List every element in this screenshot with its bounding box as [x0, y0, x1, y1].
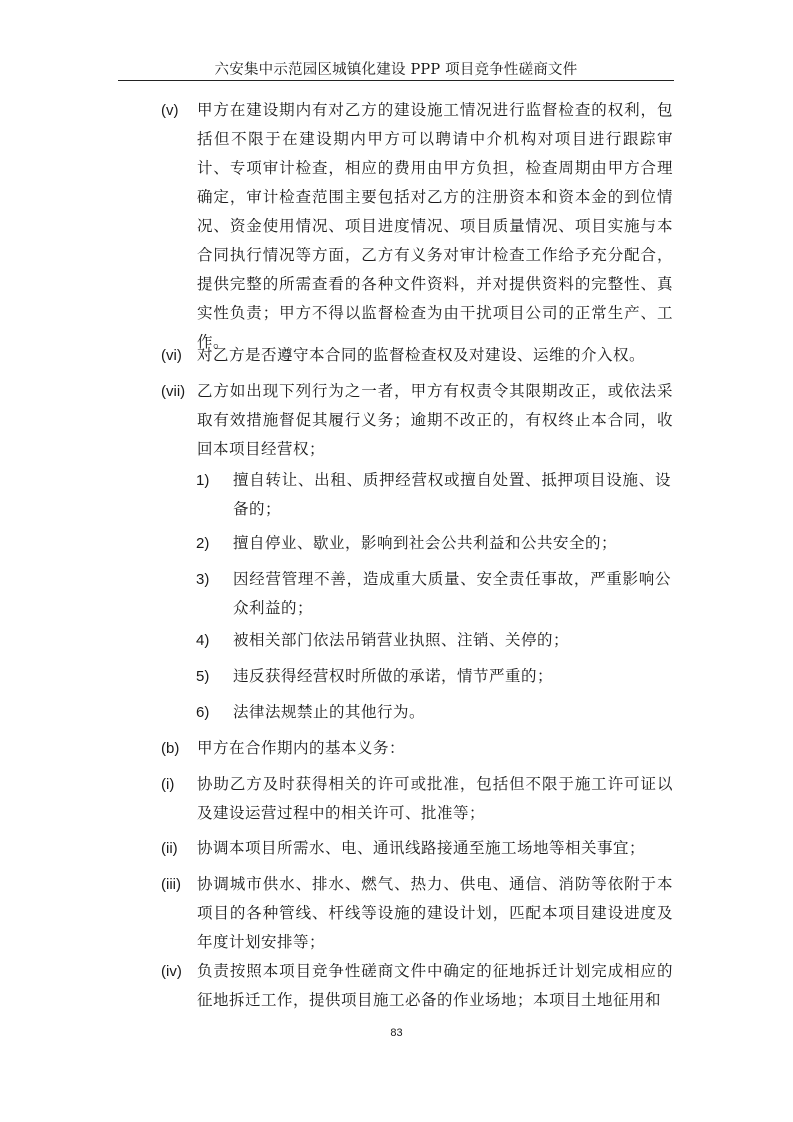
page-header-title: 六安集中示范园区城镇化建设 PPP 项目竞争性磋商文件 — [214, 62, 578, 78]
clause-text: 协调本项目所需水、电、通讯线路接通至施工场地等相关事宜； — [197, 839, 646, 857]
clause-marker: (vii) — [161, 383, 186, 400]
clause-text: 负责按照本项目竞争性磋商文件中确定的征地拆迁计划完成相应的征地拆迁工作，提供项目施工必备的作业场地；本项目土地征用和 — [197, 962, 673, 1009]
clause-marker: (ii) — [161, 840, 178, 857]
clause-marker: (iii) — [161, 876, 181, 893]
clause-marker: (vi) — [161, 347, 182, 364]
clause-text: 甲方在合作期内的基本义务： — [197, 739, 406, 757]
sub-item-text: 违反获得经营权时所做的承诺，情节严重的； — [233, 667, 554, 685]
clause-text: 对乙方是否遵守本合同的监督检查权及对建设、运维的介入权。 — [197, 346, 646, 364]
clause-marker: (iv) — [161, 963, 182, 980]
sub-item-marker: 4) — [196, 632, 210, 649]
header-divider — [118, 80, 674, 81]
sub-item-marker: 1) — [196, 472, 210, 489]
page-number: 83 — [390, 1027, 403, 1039]
sub-item-text: 擅自转让、出租、质押经营权或擅自处置、抵押项目设施、设备的； — [233, 471, 671, 518]
sub-item-text: 擅自停业、歇业，影响到社会公共利益和公共安全的； — [233, 534, 618, 552]
clause-text: 协助乙方及时获得相关的许可或批准，包括但不限于施工许可证以及建设运营过程中的相关许可、批准等； — [197, 775, 673, 822]
clause-marker: (v) — [161, 102, 179, 119]
sub-item-marker: 5) — [196, 668, 210, 685]
clause-marker: (b) — [161, 740, 180, 757]
clause-marker: (i) — [161, 776, 175, 793]
sub-item-marker: 3) — [196, 571, 210, 588]
clause-text: 协调城市供水、排水、燃气、热力、供电、通信、消防等依附于本项目的各种管线、杆线等设施的建设计划，匹配本项目建设进度及年度计划安排等； — [197, 875, 673, 951]
sub-item-text: 因经营管理不善，造成重大质量、安全责任事故，严重影响公众利益的； — [233, 570, 671, 617]
sub-item-marker: 2) — [196, 535, 210, 552]
sub-item-text: 法律法规禁止的其他行为。 — [233, 703, 426, 721]
clause-text: 甲方在建设期内有对乙方的建设施工情况进行监督检查的权利，包括但不限于在建设期内甲方可以聘请中介机构对项目进行跟踪审计、专项审计检查，相应的费用由甲方负担，检查周期由甲方合理确定，审计检查范围主要包括对乙方的注册资本和资本金的到位情况、资金使用情况、项目进度情况、项目质量情况、项目实施与本合同执行情况等方面，乙方有义务对审计检查工作给予充分配合，提供完整的所需查看的各种文件资料，并对提供资料的完整性、真实性负责；甲方不得以监督检查为由干扰项目公司的正常生产、工作。 — [197, 101, 673, 351]
sub-item-text: 被相关部门依法吊销营业执照、注销、关停的； — [233, 631, 570, 649]
clause-text: 乙方如出现下列行为之一者，甲方有权责令其限期改正，或依法采取有效措施督促其履行义务；逾期不改正的，有权终止本合同，收回本项目经营权； — [197, 382, 673, 458]
sub-item-marker: 6) — [196, 704, 210, 721]
